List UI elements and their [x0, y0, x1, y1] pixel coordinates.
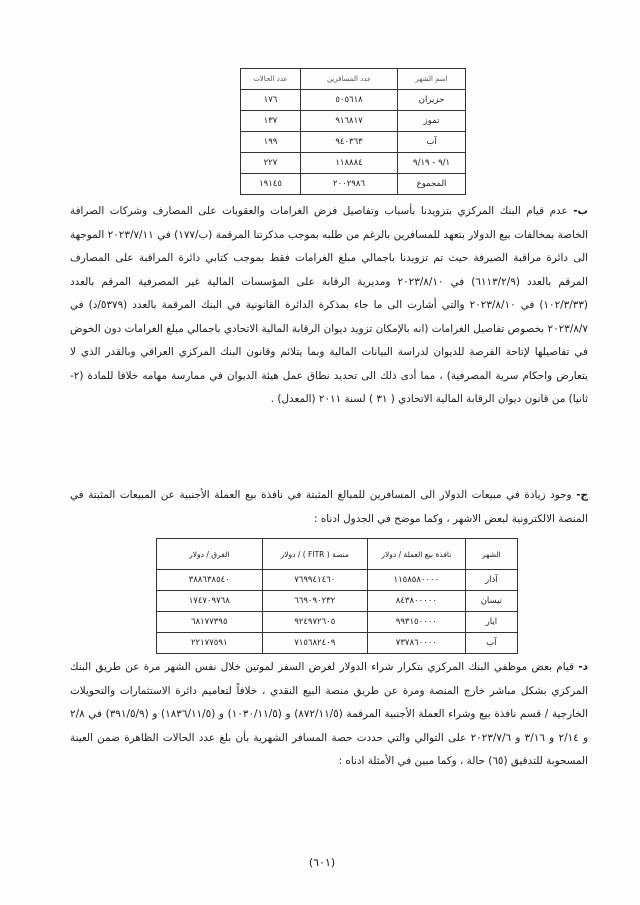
- paragraph-text: وجود زيادة في مبيعات الدولار الى المسافرين للمبالغ المثبتة في نافذة بيع العملة الأجنبية عن المبيعات المثبتة في المنصة الالكترونية لبعض الاشهر ، وكما موضح في الجدول ادناه :: [70, 489, 588, 525]
- travelers-cases-table: [240, 68, 466, 195]
- table-cell: ١٩٩: [241, 132, 301, 153]
- table-cell: ١٧٦: [241, 90, 301, 111]
- table-cell: نيسان: [465, 591, 517, 612]
- paragraph-c: [70, 484, 588, 531]
- paragraph-text: قيام بعض موظفي البنك المركزي بتكرار شراء الدولار لغرض السفر لموتين خلال نفس الشهر مرة عن طريق البنك المركزي بشكل مباشر خارج المنصة ومرة عن طريق منصة البيع النقدي ، خلافاً لتعاميم دائرة الاستثمارات والتحويلات الخارجية / قسم نافذة بيع وشراء العملة الأجنبية المرقمة (٨٧٢/١١/٥) و (١٠٣٠/١١/٥) و (١٨٣٦/١١/٥) و (٣٩١/٥/٩) في ٢/٨ و ٢/١٤ و ٣/١٦ و ٢٠٢٣/٧/٦ على التوالي والتي حددت حصة المسافر الشهرية بأن بلغ عدد الحالات الظاهرة ضمن العينة المسحوبة للتدقيق (٦٥) حالة ، وكما مبين في الأمثلة ادناه :: [70, 661, 589, 767]
- table-cell: ٩٢٤٩٧٢٦٠٥: [262, 612, 367, 633]
- table-total-row: [241, 174, 466, 195]
- table-row: [241, 132, 466, 153]
- table-cell: ٧٣٧٨٦٠٠٠٠: [367, 633, 465, 654]
- table-cell: ١٣٧: [241, 111, 301, 132]
- table-cell: ٩١٦٨١٧: [300, 111, 397, 132]
- table-row: [241, 153, 466, 174]
- table-cell: ٧٦٩٩٤١٤٦٠: [262, 570, 367, 591]
- paragraph-text: عدم قيام البنك المركزي بتزويدنا بأسباب وتفاصيل فرض الغرامات والعقوبات على المصارف وشركات الصرافة الخاصة بمخالفات بيع الدولار بتعهد للمسافرين بالرغم من طلبه بموجب مذكرتنا المرقمة (ب/١٧٧) في ٢٠٢٣/٧/١١ الموجهة الى دائرة مراقبة الصيرفة حيث تم تزويدنا باجمالي مبلغ الغرامات فقط بموجب كتابي دائرة المراقبة على المصارف المرقم بالعدد (٦١١٣/٢/٩) في ٢٠٢٣/٨/١٠ ومديرية الرقابة على المؤسسات المالية غير المصرفية المرقم بالعدد (١٠٢/٣/٣٣) في ٢٠٢٣/٨/١٠ والتي أشارت الى ما جاء بمذكرة الدائرة القانونية في البنك المرقمة بالعدد (٥٣٧٩/د) في ٢٠٢٣/٨/٧ بخصوص تفاصيل الغرامات (انه بالإمكان تزويد ديوان الرقابة المالية الاتحادي باجمالي مبلغ الغرامات دون الخوض في تفاصيلها لإتاحة الفرصة للديوان لدراسة البيانات المالية وبما يتلائم وقانون البنك المركزي العراقي وبالقدر الذي لا يتعارض واحكام سرية المصرفية) ، مما أدى ذلك الى تحديد نطاق عمل هيئة الديوان في ممارسة مهامه خلافا للمادة (٢-ثانيا) من قانون ديوان الرقابة المالية الاتحادي ( ٣١ ) لسنة ٢٠١١ (المعدل) .: [70, 205, 588, 405]
- table-cell: ٣٨٨٦٣٨٥٤٠: [157, 570, 263, 591]
- paragraph-marker: د-: [578, 661, 589, 673]
- table-cell: ٩٩٣١٥٠٠٠٠: [367, 612, 465, 633]
- table-header-row: [157, 539, 518, 570]
- table-header-cell: منصة ( FITR ) / دولار: [262, 539, 367, 570]
- table-cell: ٢٢٧: [241, 153, 301, 174]
- table-cell: تموز: [398, 111, 466, 132]
- table-cell: ٩/١ - ٩/١٩: [398, 153, 466, 174]
- table-cell: ١١٨٨٨٤: [300, 153, 397, 174]
- paragraph-marker: ج-: [576, 489, 588, 501]
- table-cell: ٨٤٣٨٠٠٠٠٠: [367, 591, 465, 612]
- table-row: [157, 591, 518, 612]
- page-number: (٦٠١): [308, 856, 336, 869]
- paragraph-d: [70, 656, 588, 774]
- table-header-cell: عدد الحالات: [241, 69, 301, 90]
- table-row: [241, 90, 466, 111]
- table-cell: ١٧٤٧٠٩٧٦٨: [157, 591, 263, 612]
- table-row: [241, 111, 466, 132]
- table-cell: ٢٢١٧٧٥٩١: [157, 633, 263, 654]
- sales-difference-table: [156, 538, 518, 654]
- table-row: [157, 633, 518, 654]
- paragraph-marker: ب-: [573, 205, 588, 217]
- table-cell: المجموع: [398, 174, 466, 195]
- table-header-cell: اسم الشهر: [398, 69, 466, 90]
- table-cell: ٥٠٥٦١٨: [300, 90, 397, 111]
- table-cell: ٢٠٠٢٩٨٦: [300, 174, 397, 195]
- table-cell: ٦٨١٧٧٣٩٥: [157, 612, 263, 633]
- table-header-cell: الفرق / دولار: [157, 539, 263, 570]
- table-cell: ٩٤٠٣٦٣: [300, 132, 397, 153]
- table-row: [157, 570, 518, 591]
- table-cell: ١٩١٤٥: [241, 174, 301, 195]
- table-cell: ٦٦٩٠٩٠٢٣٢: [262, 591, 367, 612]
- table-header-cell: الشهر: [465, 539, 517, 570]
- paragraph-b: [70, 200, 588, 412]
- table-header-row: [241, 69, 466, 90]
- table-cell: ٧١٥٦٨٢٤٠٩: [262, 633, 367, 654]
- table-cell: حزيران: [398, 90, 466, 111]
- table-header-cell: نافذة بيع العملة / دولار: [367, 539, 465, 570]
- table-header-cell: عدد المسافرين: [300, 69, 397, 90]
- table-cell: ١١٥٨٥٨٠٠٠٠: [367, 570, 465, 591]
- table-cell: آذار: [465, 570, 517, 591]
- table-cell: آب: [398, 132, 466, 153]
- table-cell: ايار: [465, 612, 517, 633]
- table-cell: آب: [465, 633, 517, 654]
- table-row: [157, 612, 518, 633]
